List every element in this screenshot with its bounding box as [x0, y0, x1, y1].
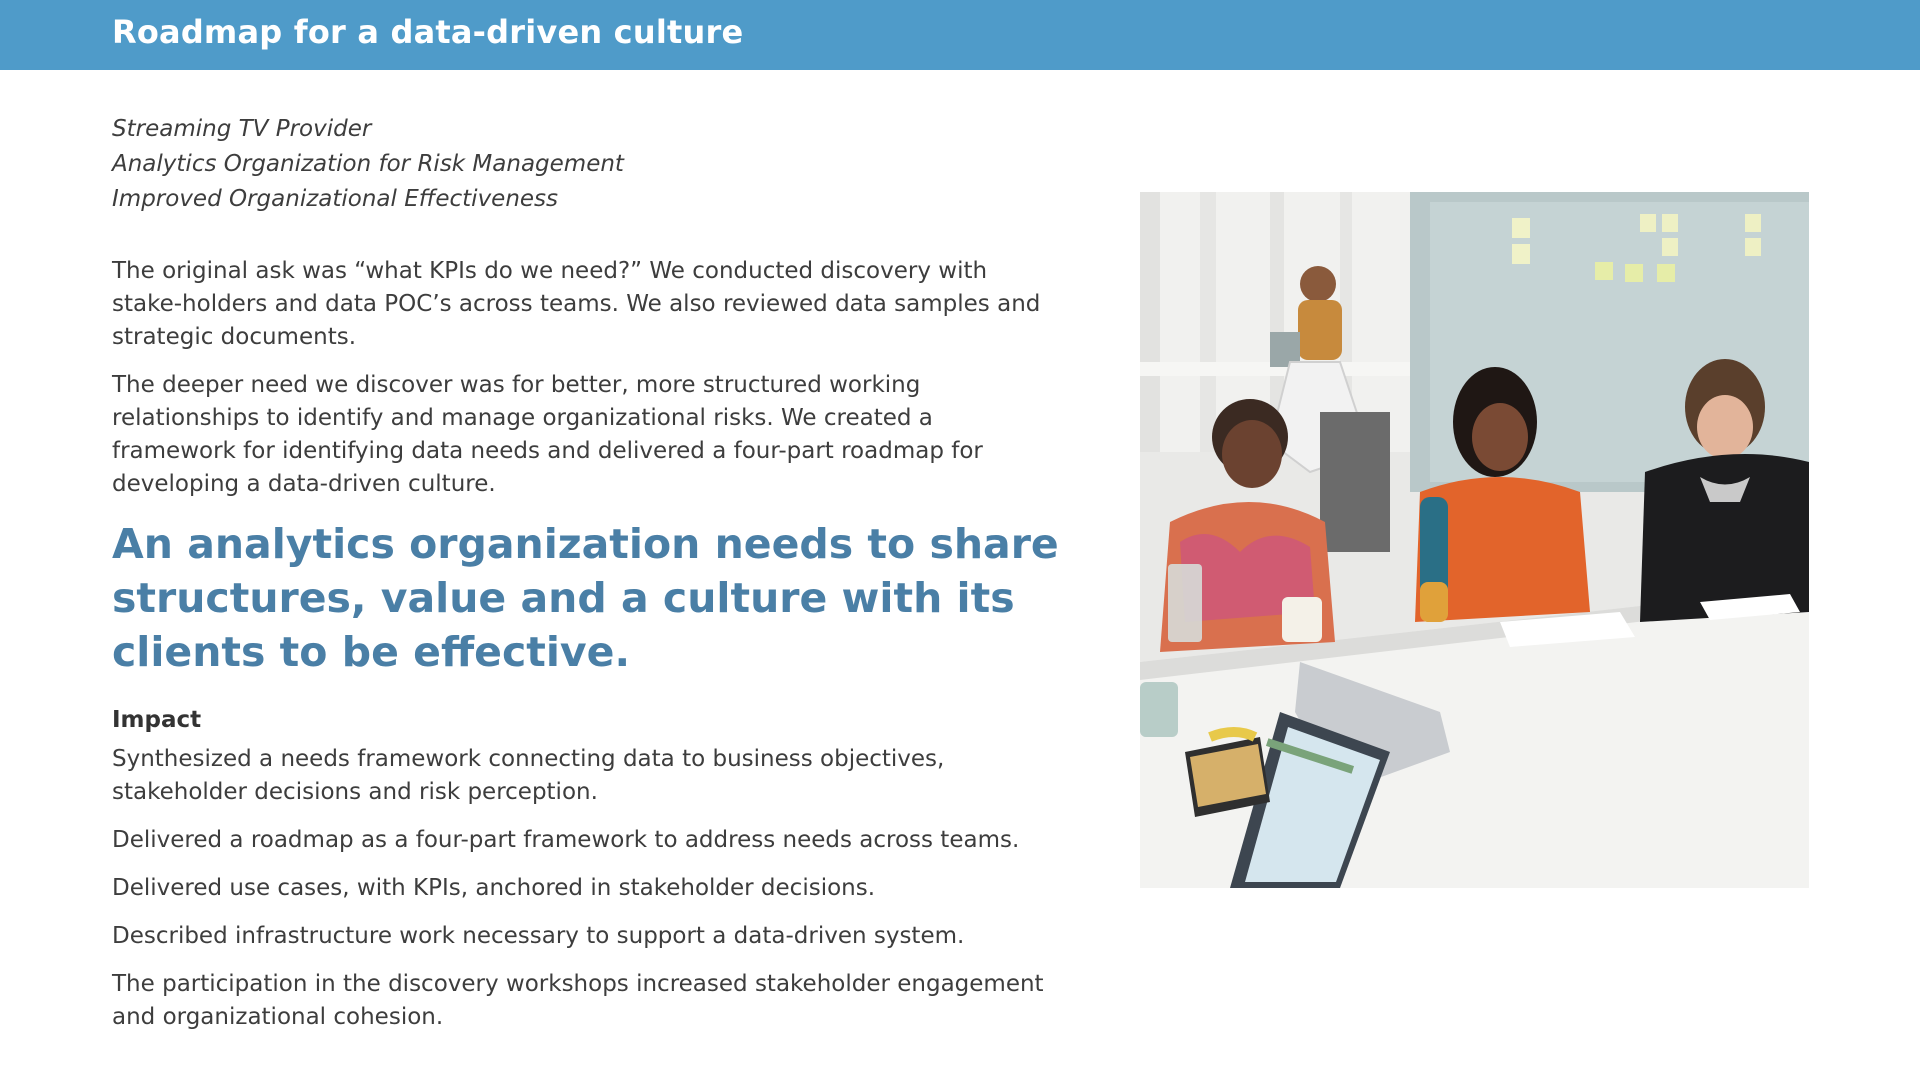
impact-item: Delivered use cases, with KPIs, anchored in stakeholder decisions.: [112, 875, 876, 901]
header-bar: [0, 0, 1920, 70]
page-title: Roadmap for a data-driven culture: [112, 13, 744, 51]
workshop-photo: [1140, 192, 1809, 888]
subtitle-client: Streaming TV Provider: [112, 116, 372, 142]
subtitle-organization: Analytics Organization for Risk Management: [112, 151, 624, 177]
content-column: [112, 112, 1059, 1049]
subtitle-outcome: Improved Organizational Effectiveness: [112, 186, 559, 212]
discovery-paragraph: The deeper need we discover was for better, more structured working relationships to identify and manage organizational risks. We created a framework for identifying data needs and delivered a four-part roadmap for developing a data-driven culture.: [112, 372, 983, 497]
project-subtitles: [112, 112, 1052, 217]
impact-heading: Impact: [112, 707, 202, 733]
pull-quote: An analytics organization needs to share structures, value and a culture with its clients to be effective.: [112, 520, 1059, 676]
impact-item: Synthesized a needs framework connecting data to business objectives, stakeholder decisions and risk perception.: [112, 746, 945, 805]
impact-item: The participation in the discovery workshops increased stakeholder engagement and organizational cohesion.: [112, 971, 1044, 1030]
impact-item: Described infrastructure work necessary to support a data-driven system.: [112, 923, 965, 949]
impact-item: Delivered a roadmap as a four-part framework to address needs across teams.: [112, 827, 1020, 853]
intro-paragraph: The original ask was “what KPIs do we need?” We conducted discovery with stake-holders and data POC’s across teams. We also reviewed data samples and strategic documents.: [112, 258, 1041, 350]
